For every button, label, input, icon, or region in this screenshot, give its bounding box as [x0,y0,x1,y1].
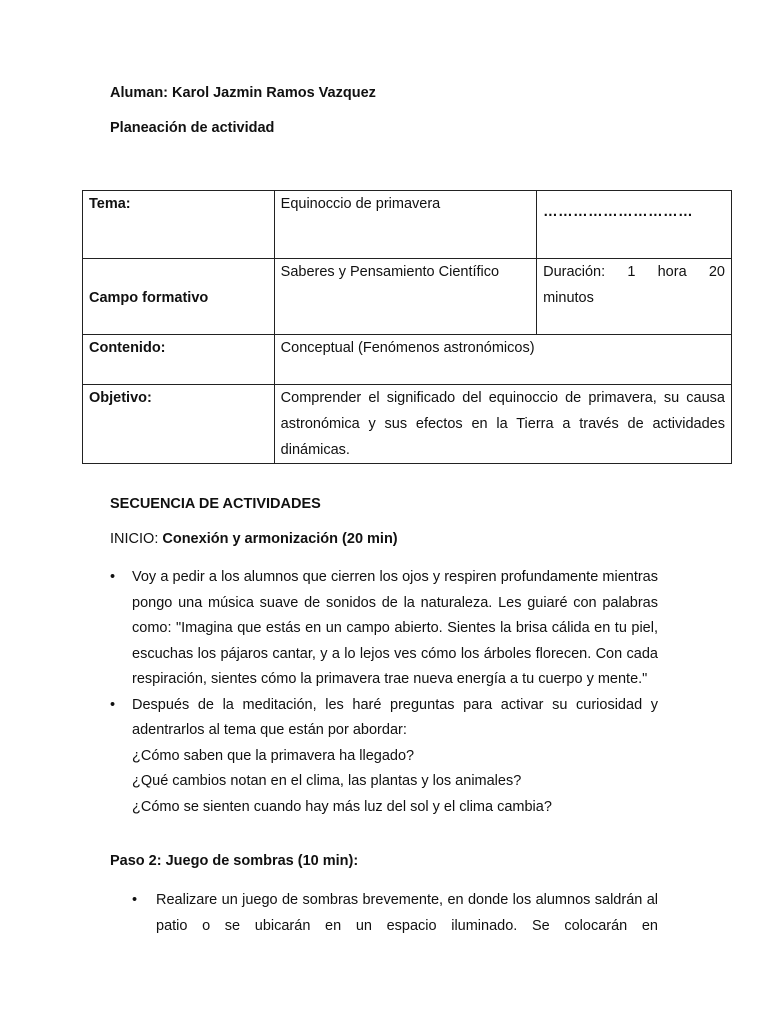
duracion-label: Duración: [543,264,606,280]
inicio-list [110,565,658,820]
bullet-icon: • [132,892,138,908]
campo-label: Campo formativo [89,290,209,306]
list-item [110,693,658,821]
table-row-tema [83,191,732,259]
inicio-sep: : [154,531,163,547]
plan-table [82,190,732,464]
inicio-label: INICIO [110,531,155,547]
tema-extra-cell [537,191,732,259]
inicio-heading [110,531,398,547]
contenido-value: Conceptual (Fenómenos astronómicos) [274,335,731,385]
table-row-objetivo [83,385,732,464]
tema-extra: ………………………… [543,204,694,220]
inicio-title: Conexión y armonización (20 min) [162,531,398,547]
paso2-list [132,888,658,939]
bullet-icon: • [110,569,116,585]
duracion-min-label: minutos [543,290,594,306]
sequence-title: SECUENCIA DE ACTIVIDADES [110,496,321,512]
question-2: ¿Qué cambios notan en el clima, las plantas y los animales? [132,773,522,789]
paso2-heading: Paso 2: Juego de sombras (10 min): [110,853,359,869]
duracion-line [543,259,725,285]
objetivo-value: Comprender el significado del equinoccio de primavera, su causa astronómica y sus efectos en la Tierra a través de actividades dinámicas. [274,385,731,464]
duracion-unit: hora [657,264,687,280]
duracion-num: 1 [627,264,636,280]
campo-value: Saberes y Pensamiento Científico [274,259,536,335]
table-row-campo [83,259,732,335]
table-row-contenido [83,335,732,385]
duracion-min: 20 [708,264,725,280]
tema-value: Equinoccio de primavera [274,191,536,259]
bullet-icon: • [110,696,116,713]
objetivo-label: Objetivo: [83,385,275,464]
item2-text: Después de la meditación, les haré preguntas para activar su curiosidad y adentrarlos al tema que están por abordar: [132,696,658,738]
list-item [132,888,658,939]
list-item [110,565,658,693]
campo-label-cell [83,259,275,335]
plan-title: Planeación de actividad [110,120,275,136]
question-1: ¿Cómo saben que la primavera ha llegado? [132,747,415,764]
contenido-label: Contenido: [83,335,275,385]
student-name: Aluman: Karol Jazmin Ramos Vazquez [110,85,376,101]
duracion-cell [537,259,732,335]
question-3: ¿Cómo se sienten cuando hay más luz del sol y el clima cambia? [132,798,552,815]
paso2-text: Realizare un juego de sombras brevemente, en donde los alumnos saldrán al patio o se ubicarán en un espacio iluminado. Se colocarán en [156,892,658,934]
item1-text: Voy a pedir a los alumnos que cierren los ojos y respiren profundamente mientras pongo una música suave de sonidos de la naturaleza. Les guiaré con palabras como: "Imagina que estás en un campo abierto. Sientes la brisa cálida en tu piel, escuchas los pájaros cantar, y a lo lejos ves cómo los árboles florecen. Con cada respiración, sientes cómo la primavera trae nueva energía a tu cuerpo y mente." [132,569,658,687]
tema-label: Tema: [83,191,275,259]
